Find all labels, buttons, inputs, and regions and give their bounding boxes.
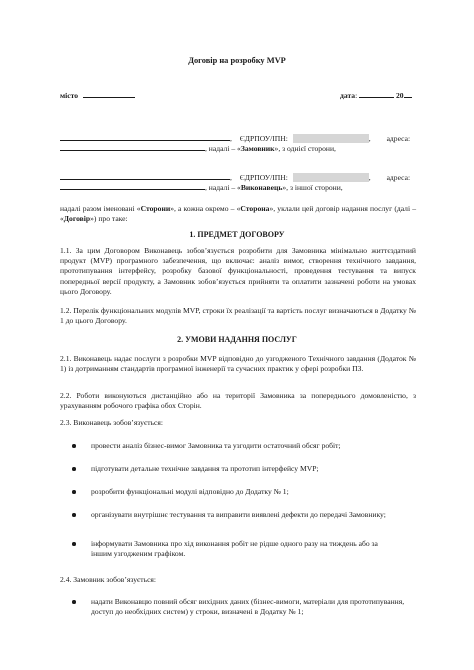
contractor-post-text: », з іншої сторони, — [282, 183, 343, 192]
contractor-address-label: адреса: — [386, 173, 411, 182]
document-title: Договір на розробку MVP — [188, 56, 286, 65]
date-blank[interactable] — [359, 89, 394, 98]
clause-1-1: 1.1. За цим Договором Виконавець зобов’язується розробити для Замовника мінімально життєздатний продукт (MVP) програмного забезпечення, що включає: аналіз вимог, створення технічного завдання, прототипування інтерфейсу, розробку базової функціональності, проведення тестування та випуск попередньої версії продукту, а Замовник зобов’язується прийняти та оплатити зазначені роботи на умовах цього Договору. — [60, 246, 416, 296]
city-label: місто — [60, 91, 79, 100]
contractor-address-blank[interactable] — [60, 181, 205, 190]
contractor-role: Виконавець — [240, 183, 283, 192]
bullet-icon — [72, 600, 76, 604]
year-blank[interactable] — [404, 89, 412, 98]
intro-text-4: ») про таке: — [90, 214, 128, 224]
city-line — [60, 89, 135, 101]
intro-text-3: », уклали цей договір надання послуг (далі – « — [60, 204, 416, 224]
intro-term-party: Сторона — [240, 204, 270, 213]
contractor-line-1: , ЄДРПОУ/ІПН: , адреса: — [60, 171, 420, 183]
customer-address-blank[interactable] — [60, 142, 205, 151]
list-item-text: розробити функціональні модулі відповідно до Додатку № 1; — [91, 487, 289, 496]
contractor-name-blank[interactable] — [60, 171, 230, 180]
list-item-text: інформувати Замовника про хід виконання робіт не рідше одного разу на тиждень або за іншим узгодженим графіком. — [91, 539, 378, 559]
date-year: 20 — [395, 91, 404, 100]
customer-edrpou-label: ЄДРПОУ/ІПН: — [239, 134, 288, 143]
customer-address-label: адреса: — [386, 134, 411, 143]
intro-term-contract: Договір — [63, 214, 91, 224]
contractor-line-2: , надалі – «Виконавець», з іншої сторони, — [60, 181, 420, 193]
contractor-pre-text: надалі – « — [208, 183, 241, 192]
list-item-text: надати Виконавцю повний обсяг вихідних даних (бізнес-вимоги, матеріали для прототипування, доступ до необхідних систем) у строки, визначені в Додатку № 1; — [91, 597, 405, 617]
clause-2-4: 2.4. Замовник зобов’язується: — [60, 575, 157, 584]
clause-1-2: 1.2. Перелік функціональних модулів MVP, строки їх реалізації та вартість послуг визначаються в Додатку № 1 до цього Договору. — [60, 306, 416, 326]
intro-text-2: », а кожна окремо – « — [170, 204, 241, 213]
date-line: дата: 20 — [340, 89, 412, 101]
list-item-text: підготувати детальне технічне завдання та прототип інтерфейсу MVP; — [91, 464, 319, 473]
clause-2-3: 2.3. Виконавець зобов’язується: — [60, 418, 163, 427]
intro-text-1: надалі разом іменовані « — [60, 204, 141, 213]
customer-role: Замовник — [240, 144, 275, 153]
section-1-heading: 1. ПРЕДМЕТ ДОГОВОРУ — [189, 230, 285, 239]
customer-name-blank[interactable] — [60, 132, 230, 141]
bullet-icon — [72, 444, 76, 448]
date-label: дата — [340, 91, 356, 100]
clause-2-2: 2.2. Роботи виконуються дистанційно або на території Замовника за попереднього домовленістю, з урахуванням робочого графіка обох Сторін. — [60, 391, 416, 411]
customer-line-1: , ЄДРПОУ/ІПН: , адреса: — [60, 132, 420, 144]
intro-paragraph — [60, 204, 416, 224]
customer-line-2: , надалі – «Замовник», з однієї сторони, — [60, 142, 420, 154]
bullet-icon — [72, 490, 76, 494]
city-blank[interactable] — [83, 89, 135, 98]
list-item-text: провести аналіз бізнес-вимог Замовника та узгодити остаточний обсяг робіт; — [91, 441, 341, 450]
bullet-icon — [72, 513, 76, 517]
bullet-icon — [72, 467, 76, 471]
contractor-edrpou-label: ЄДРПОУ/ІПН: — [239, 173, 288, 182]
section-2-heading: 2. УМОВИ НАДАННЯ ПОСЛУГ — [177, 335, 297, 344]
intro-term-parties: Сторони — [140, 204, 171, 213]
list-item-text: організувати внутрішнє тестування та виправити виявлені дефекти до передачі Замовнику; — [91, 510, 386, 519]
bullet-icon — [72, 542, 76, 546]
customer-pre-text: надалі – « — [208, 144, 241, 153]
customer-post-text: », з однієї сторони, — [274, 144, 336, 153]
clause-2-1: 2.1. Виконавець надає послуги з розробки MVP відповідно до узгодженого Технічного завдання (Додаток № 1) із дотриманням стандартів програмної інженерії та сучасних практик у сфері розробки ПЗ. — [60, 354, 416, 374]
